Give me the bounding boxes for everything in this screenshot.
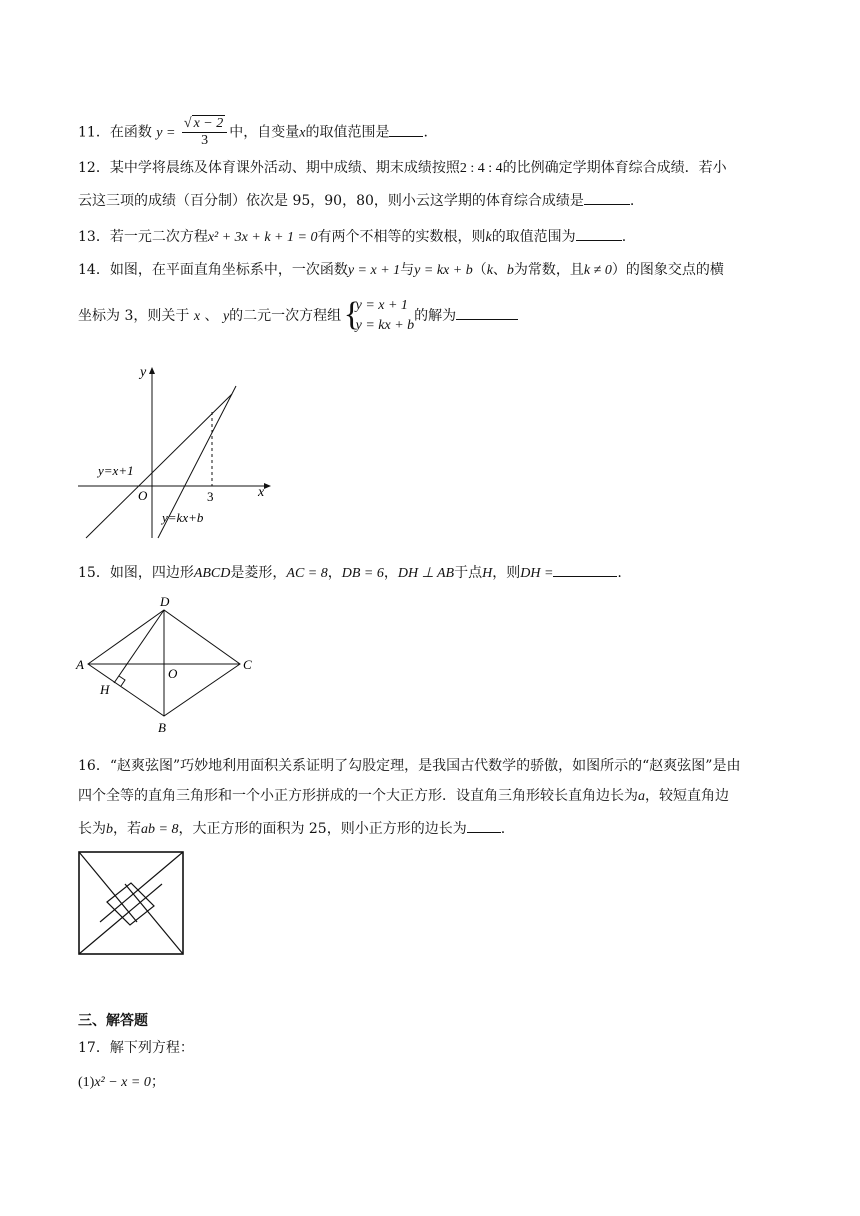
answer-blank[interactable] <box>467 818 501 833</box>
triangle-edge-3 <box>100 852 183 922</box>
question-14-cont: 坐标为 3，则关于 x 、 y的二元一次方程组 { y = x + 1 y = kx + b 的解为 <box>78 296 518 340</box>
question-16: 16．“赵爽弦图”巧妙地利用面积关系证明了勾股定理，是我国古代数学的骄傲，如图所示的“赵爽弦图”是由 <box>78 758 741 774</box>
triangle-edge-4 <box>79 852 137 922</box>
answer-blank[interactable] <box>389 122 423 137</box>
segment-dh <box>114 610 164 683</box>
y-axis-label: y <box>140 365 147 380</box>
fraction-sqrt: $\frac{√ x - 2}{3}$ <box>182 116 227 149</box>
answer-blank[interactable] <box>553 562 617 577</box>
answer-blank[interactable] <box>456 305 518 320</box>
triangle-edge-2 <box>125 884 183 954</box>
question-17: 17．解下列方程： <box>78 1040 194 1056</box>
question-16-cont2: 长为b，若ab = 8，大正方形的面积为 25，则小正方形的边长为 . <box>78 818 505 840</box>
small-square <box>107 883 154 925</box>
label-b: B <box>158 720 166 735</box>
label-h: H <box>100 682 110 697</box>
section-heading: 三、解答题 <box>78 1013 148 1029</box>
answer-blank[interactable] <box>584 190 630 205</box>
origin-label: O <box>138 488 148 503</box>
x-axis-label: x <box>258 485 265 500</box>
line2-label: y=kx+b <box>162 510 204 525</box>
label-a: A <box>76 657 84 672</box>
question-17-sub1: (1)x² − x = 0； <box>78 1074 165 1090</box>
triangle-edge-1 <box>79 884 162 954</box>
question-11: 11．在函数 y = $\frac{√ x - 2}{3}$ 中，自变量x的取值范围是 . <box>78 116 428 148</box>
question-16-cont1: 四个全等的直角三角形和一个小正方形拼成的一个大正方形．设直角三角形较长直角边长为a，较短直角边 <box>78 788 729 804</box>
question-12: 12．某中学将晨练及体育课外活动、期中成绩、期末成绩按照2 : 4 : 4的比例确定学期体育综合成绩．若小 <box>78 160 727 176</box>
label-c: C <box>243 657 252 672</box>
equation-system: { y = x + 1 y = kx + b <box>346 296 415 336</box>
large-square <box>79 852 183 954</box>
right-angle-mark <box>119 676 125 686</box>
q15-rhombus-figure <box>74 594 264 738</box>
label-o: O <box>168 666 178 681</box>
label-d: D <box>160 594 170 609</box>
line1-label: y=x+1 <box>98 463 134 478</box>
zhao-shuang-figure <box>78 851 184 955</box>
tick-3-label: 3 <box>207 489 214 504</box>
question-13: 13．若一元二次方程x² + 3x + k + 1 = 0有两个不相等的实数根，则k的取值范围为 . <box>78 226 626 248</box>
answer-blank[interactable] <box>576 226 622 241</box>
question-15: 15．如图，四边形ABCD是菱形，AC = 8，DB = 6，DH ⊥ AB于点H，则DH = . <box>78 562 622 584</box>
q14-graph <box>74 358 280 540</box>
question-14: 14．如图，在平面直角坐标系中，一次函数y = x + 1与y = kx + b（k、b为常数，且k ≠ 0）的图象交点的横 <box>78 262 724 278</box>
question-12-cont: 云这三项的成绩（百分制）依次是 95，90，80，则小云这学期的体育综合成绩是 . <box>78 190 634 211</box>
